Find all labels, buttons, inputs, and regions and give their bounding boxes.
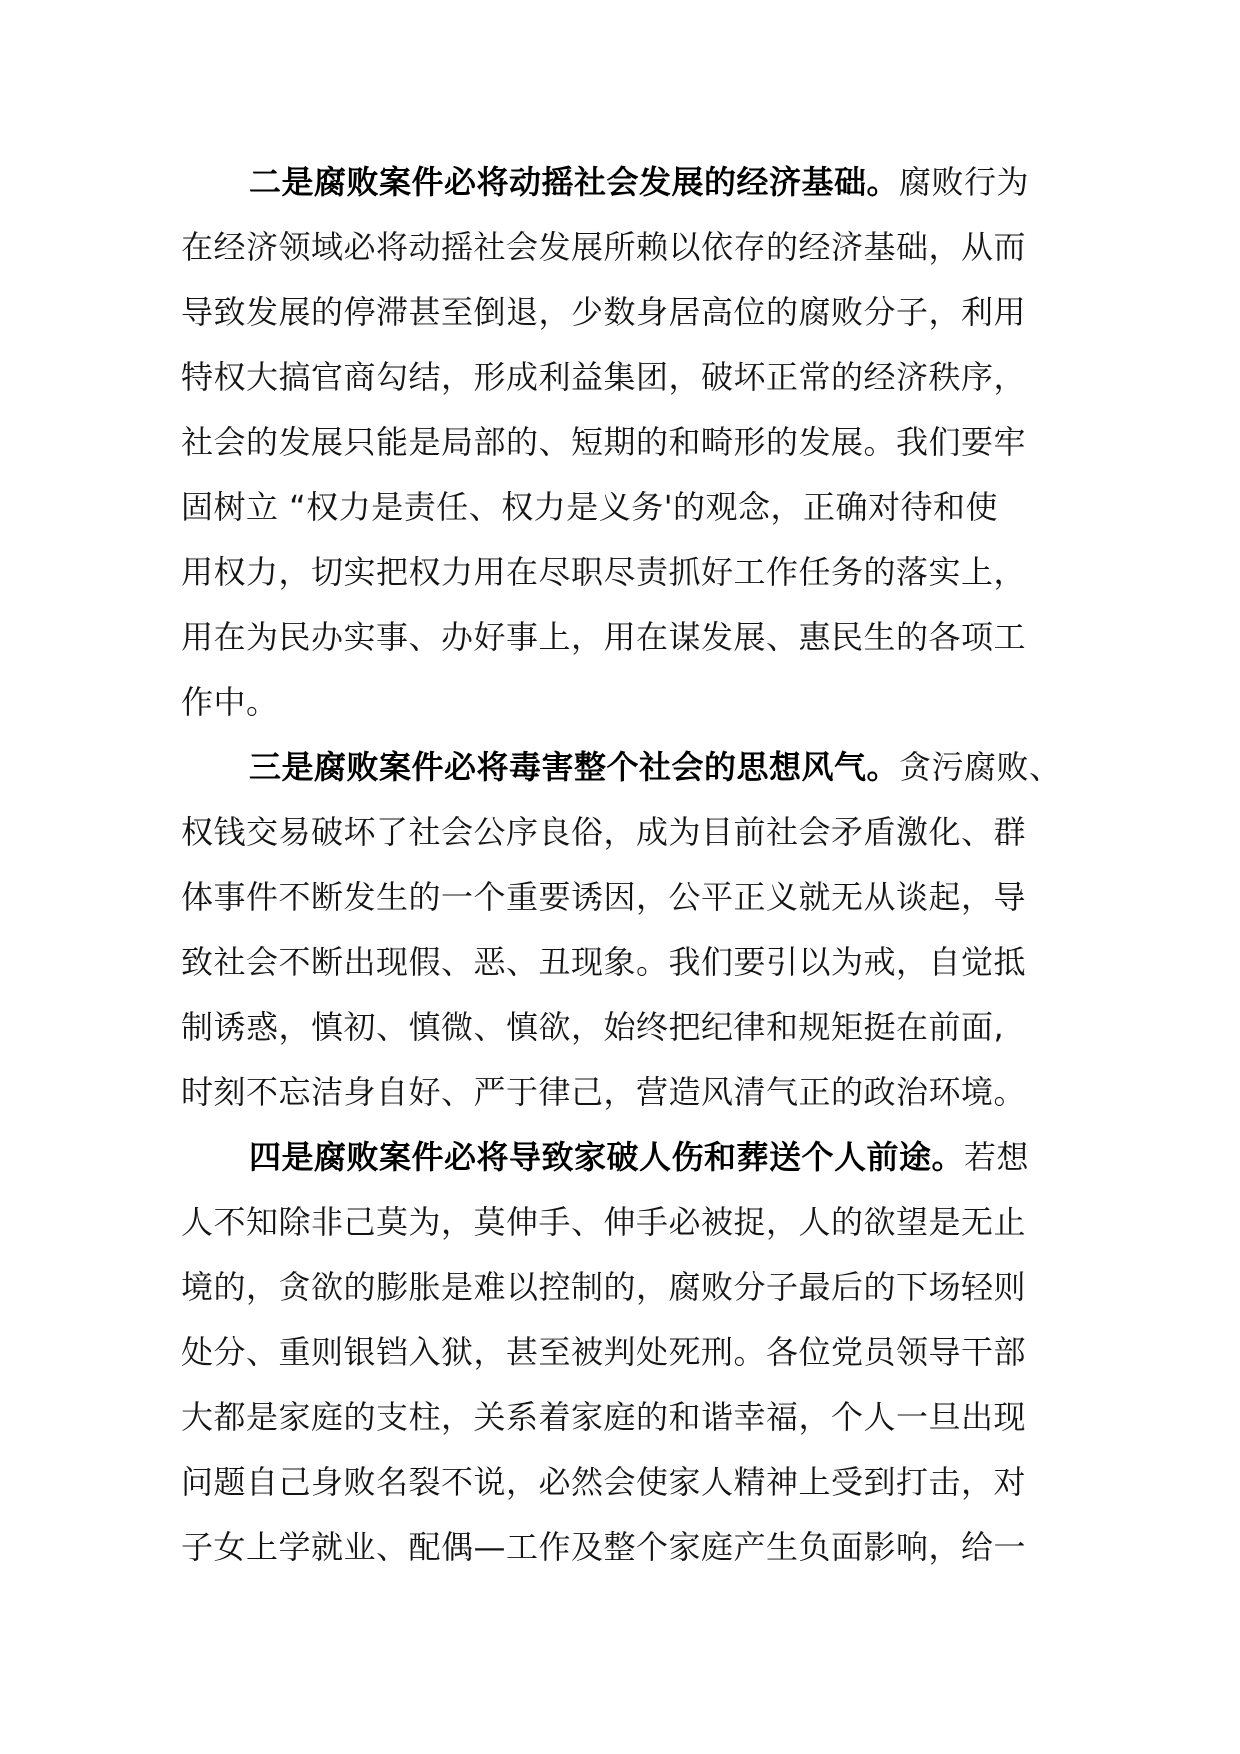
paragraph-heading: 四是腐败案件必将导致家破人伤和葬送个人前途。 — [249, 1138, 965, 1176]
paragraph-heading: 三是腐败案件必将毒害整个社会的思想风气。 — [249, 748, 900, 786]
paragraph-line: 社会的发展只能是局部的、短期的和畸形的发展。我们要牢 — [181, 423, 1027, 461]
paragraph-first-line — [181, 1125, 1061, 1190]
paragraph-line: 体事件不断发生的一个重要诱因，公平正义就无从谈起，导 — [181, 878, 1027, 916]
paragraph-line: 时刻不忘洁身自好、严于律己，营造风清气正的政治环境。 — [181, 1073, 1027, 1111]
paragraph-line: 致社会不断出现假、恶、丑现象。我们要引以为戒，自觉抵 — [181, 943, 1027, 981]
paragraph-line: 制诱惑，慎初、慎微、慎欲，始终把纪律和规矩挺在前面, — [181, 1008, 1005, 1046]
paragraph-line: 境的，贪欲的膨胀是难以控制的，腐败分子最后的下场轻则 — [181, 1268, 1027, 1306]
paragraph-text: 腐败行为 — [899, 163, 1030, 201]
paragraph-line: 子女上学就业、配偶—工作及整个家庭产生负面影响，给一 — [181, 1528, 1027, 1566]
paragraph-text: 若想 — [964, 1138, 1030, 1176]
paragraph-line: 问题自己身败名裂不说，必然会使家人精神上受到打击，对 — [181, 1463, 1027, 1501]
paragraph-first-line — [181, 735, 1061, 800]
document-body — [181, 150, 1061, 1580]
paragraph-line: 大都是家庭的支柱，关系着家庭的和谐幸福，个人一旦出现 — [181, 1398, 1027, 1436]
paragraph-line: 在经济领域必将动摇社会发展所赖以依存的经济基础，从而 — [181, 228, 1027, 266]
paragraph-family-future — [181, 1125, 1061, 1580]
paragraph-social-ethos — [181, 735, 1061, 1125]
paragraph-first-line — [181, 150, 1061, 215]
paragraph-line: 用在为民办实事、办好事上，用在谋发展、惠民生的各项工 — [181, 618, 1027, 656]
paragraph-line: 人不知除非己莫为，莫伸手、伸手必被捉，人的欲望是无止 — [181, 1203, 1027, 1241]
paragraph-line: 权钱交易破坏了社会公序良俗，成为目前社会矛盾激化、群 — [181, 813, 1027, 851]
paragraph-line: 处分、重则银铛入狱，甚至被判处死刑。各位党员领导干部 — [181, 1333, 1027, 1371]
paragraph-line: 用权力，切实把权力用在尽职尽责抓好工作任务的落实上， — [181, 553, 1027, 591]
paragraph-line: 固树立 “权力是责任、权力是义务'的观念，正确对待和使 — [181, 488, 999, 526]
paragraph-heading: 二是腐败案件必将动摇社会发展的经济基础。 — [249, 163, 900, 201]
paragraph-line: 导致发展的停滞甚至倒退，少数身居高位的腐败分子，利用 — [181, 293, 1027, 331]
paragraph-economic-foundation — [181, 150, 1061, 735]
paragraph-line: 作中。 — [181, 683, 279, 721]
paragraph-text: 贪污腐败、 — [899, 748, 1062, 786]
paragraph-line: 特权大搞官商勾结，形成利益集团，破坏正常的经济秩序， — [181, 358, 1027, 396]
